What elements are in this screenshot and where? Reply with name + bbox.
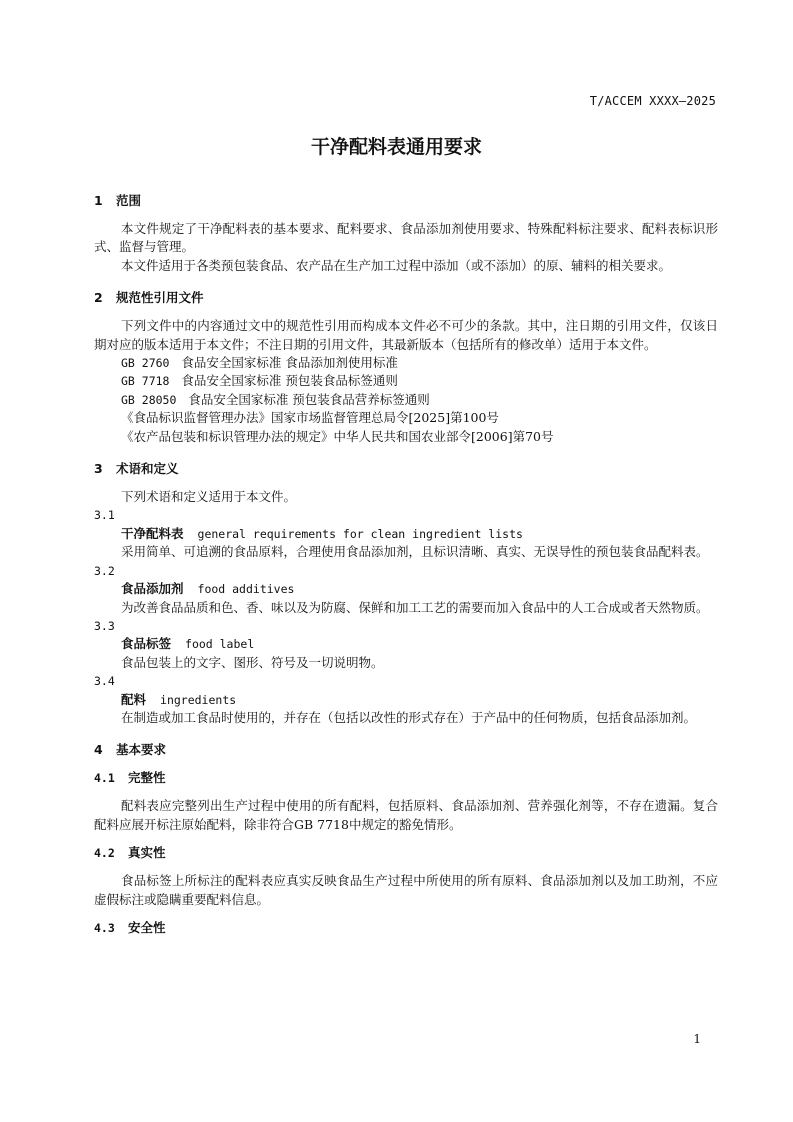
reference-item [94, 391, 718, 409]
term-en: food label [185, 637, 255, 652]
reference-item: 《农产品包装和标识管理办法的规定》中华人民共和国农业部令[2006]第70号 [121, 428, 554, 444]
term-number: 3.3 [94, 618, 115, 633]
term-zh: 干净配料表 [121, 525, 184, 541]
subsection-number: 4.3 [94, 920, 115, 935]
paragraph: 食品标签上所标注的配料表应真实反映食品生产过程中所使用的所有原料、食品添加剂以及加工助剂，不应虚假标注或隐瞒重要配料信息。 [94, 873, 718, 907]
term-zh: 食品添加剂 [121, 581, 184, 597]
subsection-title: 完整性 [128, 770, 166, 786]
term-entry [94, 691, 718, 709]
subsection-heading [94, 919, 718, 937]
reference-item [94, 372, 718, 390]
term-zh: 配料 [121, 691, 147, 707]
paragraph: 下列文件中的内容通过文中的规范性引用而构成本文件必不可少的条款。其中，注日期的引用文件，仅该日期对应的版本适用于本文件；不注日期的引用文件，其最新版本（包括所有的修改单）适用于本文件。 [94, 318, 718, 352]
section-number: 2 [94, 290, 103, 306]
reference-code: GB 7718 [121, 374, 170, 389]
term-definition: 在制造或加工食品时使用的，并存在（包括以改性的形式存在）于产品中的任何物质，包括食品添加剂。 [121, 709, 697, 725]
term-number: 3.2 [94, 563, 115, 578]
term-zh: 食品标签 [121, 636, 172, 652]
reference-title: 食品安全国家标准 预包装食品标签通则 [181, 373, 398, 389]
reference-code: GB 28050 [121, 392, 177, 407]
subsection-heading [94, 844, 718, 862]
section-heading-basic-requirements [94, 741, 718, 759]
reference-title: 食品安全国家标准 食品添加剂使用标准 [181, 355, 398, 371]
paragraph: 本文件适用于各类预包装食品、农产品在生产加工过程中添加（或不添加）的原、辅料的相关要求。 [121, 257, 672, 273]
term-entry [94, 635, 718, 653]
section-number: 4 [94, 742, 103, 758]
section-title: 术语和定义 [116, 461, 179, 477]
term-definition: 为改善食品品质和色、香、味以及为防腐、保鲜和加工工艺的需要而加入食品中的人工合成或者天然物质。 [121, 599, 709, 615]
section-number: 3 [94, 461, 103, 477]
paragraph: 配料表应完整列出生产过程中使用的所有配料，包括原料、食品添加剂、营养强化剂等，不存在遗漏。复合配料应展开标注原始配料，除非符合GB 7718中规定的豁免情形。 [94, 798, 718, 832]
reference-title: 食品安全国家标准 预包装食品营养标签通则 [188, 391, 430, 407]
subsection-title: 真实性 [128, 845, 166, 861]
subsection-number: 4.1 [94, 771, 115, 786]
reference-item: 《食品标识监督管理办法》国家市场监督管理总局令[2025]第100号 [121, 410, 499, 426]
section-heading-scope [94, 192, 718, 210]
reference-code: GB 2760 [121, 356, 170, 371]
subsection-number: 4.2 [94, 846, 115, 861]
term-en: general requirements for clean ingredient lists [197, 526, 523, 541]
term-en: food additives [197, 582, 295, 597]
term-entry [94, 580, 718, 598]
section-title: 范围 [116, 193, 142, 208]
term-en: ingredients [160, 692, 237, 707]
section-title: 基本要求 [116, 742, 167, 758]
term-definition: 采用简单、可追溯的食品原料，合理使用食品添加剂，且标识清晰、真实、无误导性的预包装食品配料表。 [121, 544, 709, 560]
document-title: 干净配料表通用要求 [310, 136, 482, 158]
section-heading-terms [94, 460, 718, 478]
document-code: T/ACCEM XXXX—2025 [589, 94, 716, 108]
section-title: 规范性引用文件 [116, 290, 204, 306]
paragraph: 本文件规定了干净配料表的基本要求、配料要求、食品添加剂使用要求、特殊配料标注要求、配料表标识形式、监督与管理。 [94, 221, 718, 255]
subsection-heading [94, 769, 718, 787]
page-number: 1 [693, 1032, 701, 1046]
paragraph: 下列术语和定义适用于本文件。 [121, 489, 297, 505]
section-number: 1 [94, 193, 103, 208]
reference-item [94, 354, 718, 372]
term-definition: 食品包装上的文字、图形、符号及一切说明物。 [121, 654, 384, 670]
document-body [94, 192, 718, 937]
subsection-title: 安全性 [128, 919, 166, 935]
term-number: 3.4 [94, 674, 115, 689]
term-number: 3.1 [94, 508, 115, 523]
term-entry [94, 525, 718, 543]
section-heading-normative-references [94, 289, 718, 307]
